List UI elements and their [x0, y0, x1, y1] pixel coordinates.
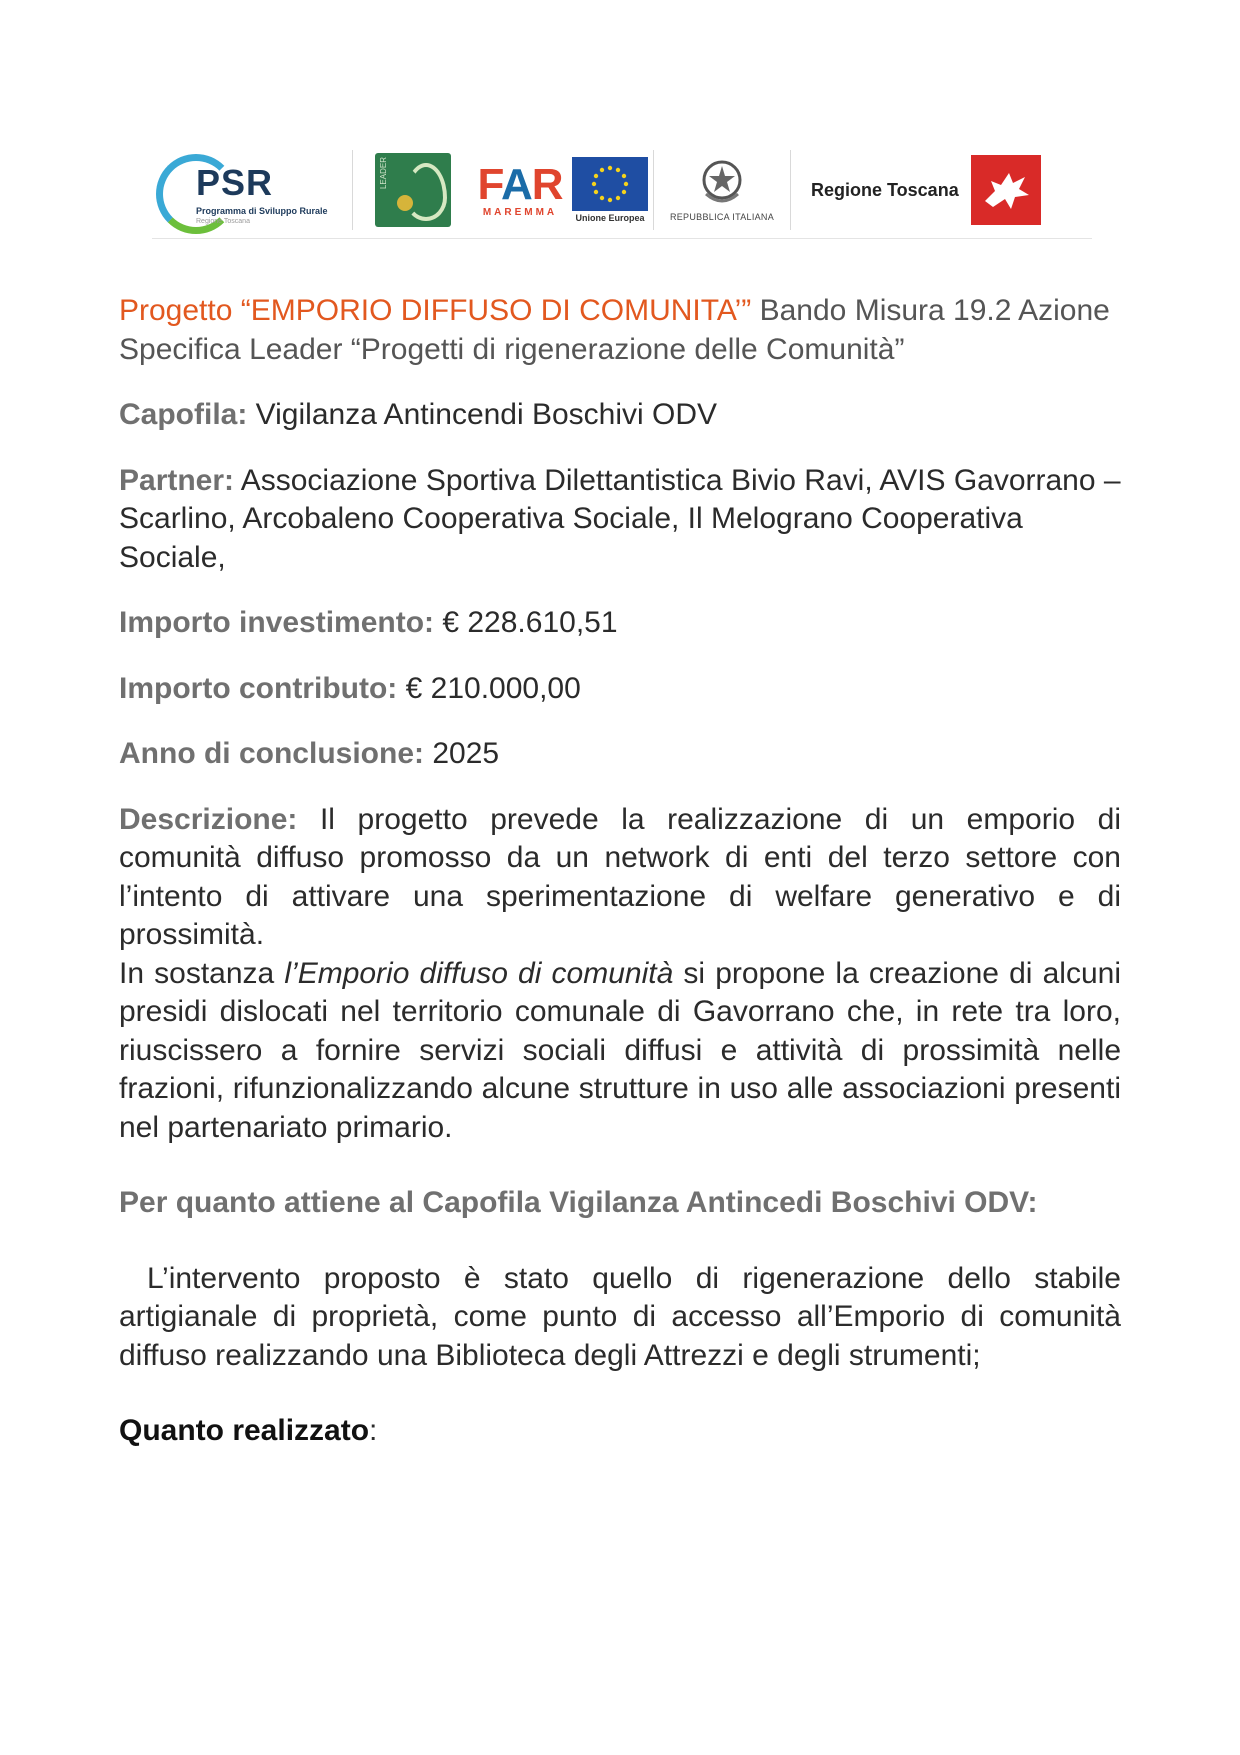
far-logo-title: FAR [477, 159, 563, 209]
capofila-heading: Per quanto attiene al Capofila Vigilanza Antincedi Boschivi ODV: [119, 1186, 1038, 1219]
investimento-value: € 228.610,51 [434, 606, 618, 639]
leader-logo [353, 150, 473, 230]
anno-label: Anno di conclusione: [119, 737, 424, 770]
psr-logo-subtitle: Programma di Sviluppo Rurale [196, 206, 328, 216]
realizzato-line [119, 1412, 1121, 1451]
anno-line [119, 735, 1121, 774]
psr-logo [152, 150, 352, 230]
descrizione-paragraph-2 [119, 955, 1121, 1148]
psr-logo-region: Regione Toscana [196, 218, 250, 225]
eu-flag-icon [572, 157, 648, 211]
eu-logo [567, 150, 653, 230]
logo-band [152, 150, 1092, 239]
descrizione-text-2b: si propone la creazione di alcuni presidi dislocati nel territorio comunale di Gavorrano che, in rete tra loro, riuscissero a fornire servizi sociali diffusi e attività di prossimità nelle frazioni, rifunzionalizzando alcune strutture in uso alle associazioni presenti nel partenariato primario. [119, 956, 1121, 1144]
capofila-label: Capofila: [119, 398, 248, 431]
intervento-paragraph: L’intervento proposto è stato quello di rigenerazione dello stabile artigianale di proprietà, come punto di accesso all’Emporio di comunità diffuso realizzando una Biblioteca degli Attrezzi e degli strumenti; [119, 1261, 1121, 1372]
capofila-value: Vigilanza Antincendi Boschivi ODV [247, 398, 718, 431]
descrizione-emphasis: l’Emporio diffuso di comunità [284, 956, 674, 990]
regione-toscana-label: Regione Toscana [811, 179, 959, 200]
project-title [119, 292, 1121, 369]
investimento-line [119, 604, 1121, 643]
project-call: Bando Misura 19.2 Azione Specifica Leader “Progetti di rigenerazione delle Comunità” [119, 294, 1110, 366]
far-maremma-logo [473, 150, 567, 230]
psr-logo-title: PSR [196, 162, 274, 203]
descrizione-text-1: Il progetto prevede la realizzazione di un emporio di comunità diffuso promosso da un network di enti del terzo settore con l’intento di attivare una sperimentazione di welfare generativo e di prossimità. [119, 802, 1121, 951]
realizzato-label: Quanto realizzato [119, 1414, 370, 1447]
contributo-label: Importo contributo: [119, 671, 398, 705]
italian-republic-logo [654, 150, 790, 230]
pegasus-flag-icon [971, 155, 1041, 225]
descrizione-paragraph [119, 801, 1121, 955]
document-body [119, 292, 1121, 1451]
investimento-label: Importo investimento: [119, 606, 435, 639]
leader-logo-label: LEADER [379, 157, 388, 190]
anno-value: 2025 [424, 737, 500, 770]
project-name: Progetto “EMPORIO DIFFUSO DI COMUNITA’” [119, 294, 752, 327]
partner-line [119, 462, 1121, 578]
contributo-value: € 210.000,00 [397, 671, 581, 705]
regione-toscana-logo [791, 150, 1045, 230]
partner-label: Partner: [119, 463, 235, 497]
leader-emblem-icon [375, 153, 451, 227]
descrizione-label: Descrizione: [119, 802, 298, 836]
contributo-line [119, 670, 1121, 709]
eu-logo-label: Unione Europea [575, 213, 645, 223]
descrizione-text-2a: In sostanza [119, 956, 285, 990]
capofila-line [119, 396, 1121, 435]
partner-value: Associazione Sportiva Dilettantistica Bivio Ravi, AVIS Gavorrano – Scarlino, Arcobaleno Cooperativa Sociale, Il Melograno Cooperativa Sociale, [119, 463, 1121, 574]
italian-republic-label: REPUBBLICA ITALIANA [669, 212, 775, 222]
far-logo-subtitle: MAREMMA [482, 206, 558, 218]
italian-emblem-icon [700, 158, 744, 208]
realizzato-colon: : [369, 1414, 378, 1447]
